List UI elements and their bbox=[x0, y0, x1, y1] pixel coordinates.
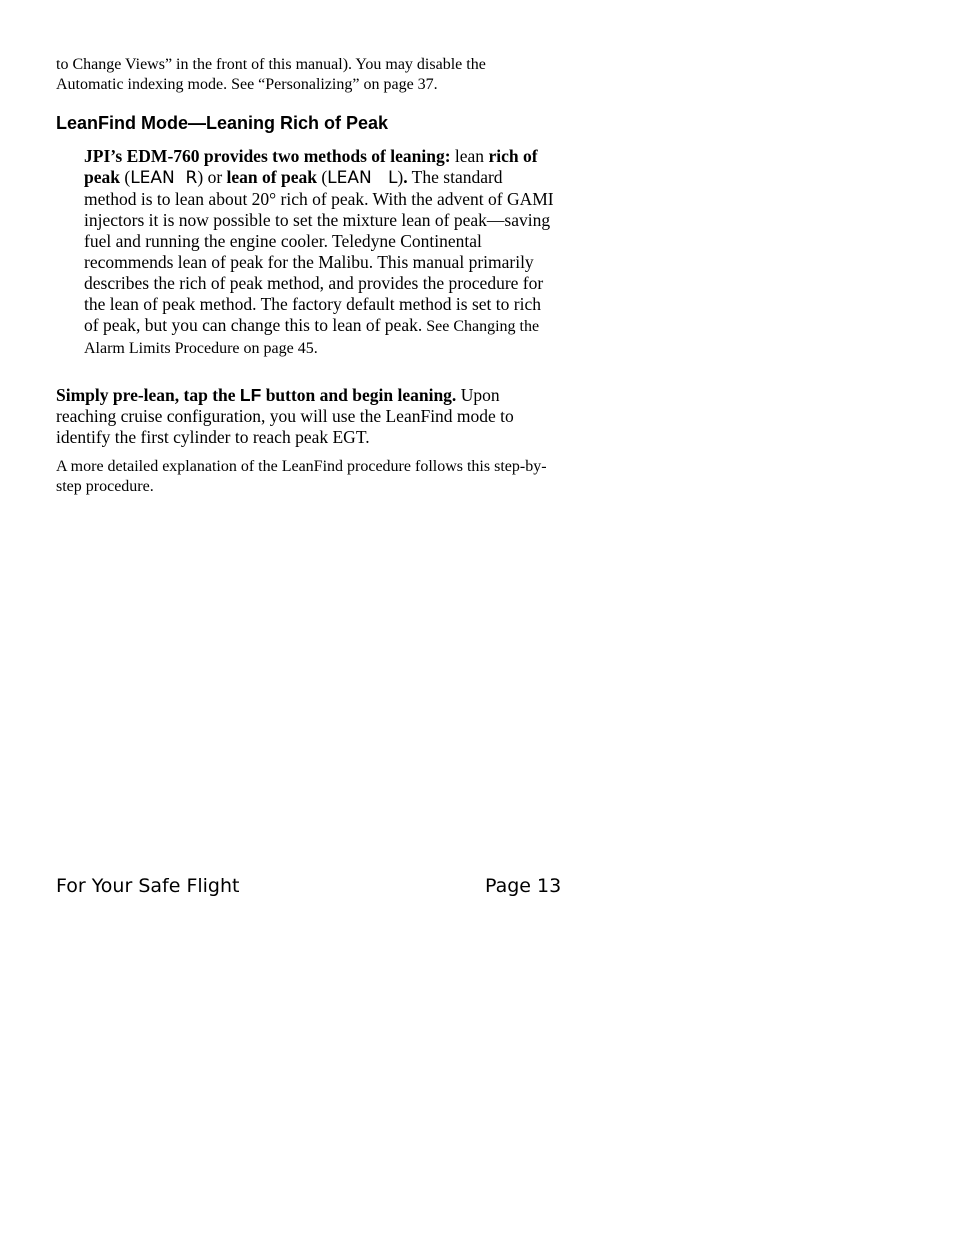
lean-of-peak-term: lean of peak bbox=[226, 167, 317, 187]
intro-line-1: to Change Views” in the front of this manual). You may disable the bbox=[56, 56, 486, 73]
pre-lean-body: Upon reaching cruise configuration, you will use the LeanFind mode to identify the first cylinder to reach peak EGT. bbox=[56, 385, 514, 447]
methods-text-1: lean bbox=[450, 146, 489, 166]
pre-lean-lead-a: Simply pre-lean, tap the bbox=[56, 385, 240, 405]
pre-lean-lead-b: button and begin leaning. bbox=[261, 385, 457, 405]
methods-text-4: ( bbox=[316, 167, 328, 187]
lf-button-label: LF bbox=[239, 385, 262, 405]
lean-r-display: LEAN R bbox=[130, 168, 198, 188]
section-heading: LeanFind Mode—Leaning Rich of Peak bbox=[56, 113, 389, 133]
lean-l-display: LEAN L bbox=[327, 168, 398, 188]
footer-page-number: Page 13 bbox=[485, 875, 562, 897]
methods-text-3: ) or bbox=[197, 167, 227, 187]
methods-text-2: ( bbox=[119, 167, 131, 187]
pre-lean-paragraph bbox=[56, 385, 556, 448]
rich-of-peak-term: rich of peak bbox=[84, 146, 538, 187]
methods-lead: JPI’s EDM-760 provides two methods of leaning: bbox=[84, 146, 451, 166]
methods-bold-period: . bbox=[403, 167, 408, 187]
methods-text-5: ) bbox=[397, 167, 404, 187]
intro-line-2: Automatic indexing mode. See “Personalizing” on page 37. bbox=[56, 75, 438, 93]
leaning-methods-paragraph bbox=[84, 146, 558, 359]
alarm-limits-reference: See Changing the Alarm Limits Procedure on page 45. bbox=[84, 318, 540, 357]
methods-body: The standard method is to lean about 20° rich of peak. With the advent of GAMI injectors it is now possible to set the mixture lean of peak—saving fuel and running the engine cooler. Teledyne Continental recommends lean of peak for the Malibu. This manual primarily describes the rich of peak method, and provides the procedure for the lean of peak method. The factory default method is set to rich of peak, but you can change this to lean of peak. bbox=[84, 167, 554, 335]
footer-tagline: For Your Safe Flight bbox=[56, 875, 240, 897]
detail-note: A more detailed explanation of the LeanFind procedure follows this step-by-step procedure. bbox=[56, 458, 547, 495]
intro-paragraph bbox=[56, 55, 556, 94]
